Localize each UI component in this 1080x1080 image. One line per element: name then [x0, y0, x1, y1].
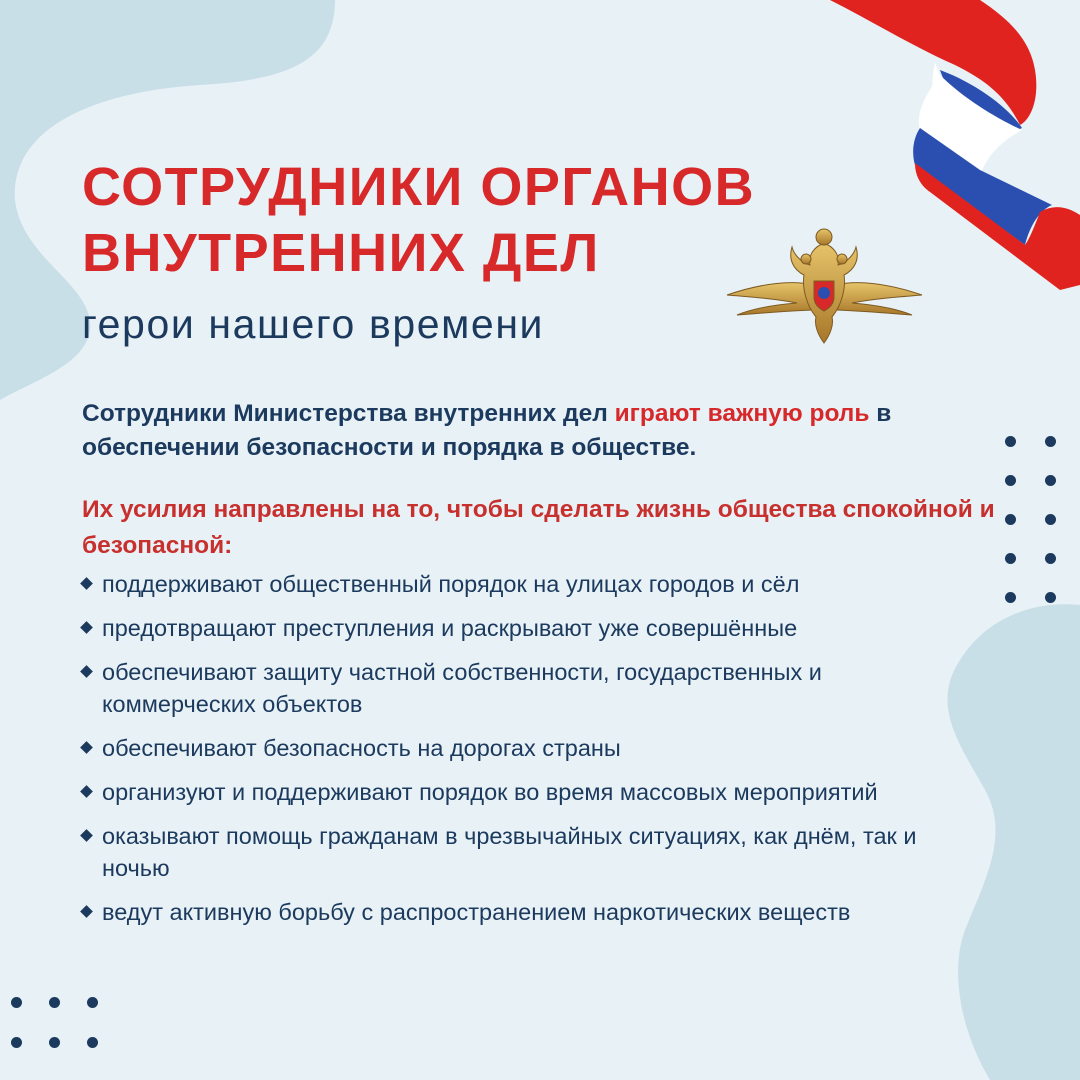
page-title: [82, 154, 755, 286]
intro-text-after: в обеспечении безопасности и порядка в обществе.: [82, 400, 892, 461]
dot: [1045, 553, 1056, 564]
title-line-2: ВНУТРЕННИХ ДЕЛ: [82, 223, 600, 283]
intro-text-before: Сотрудники Министерства внутренних дел: [82, 400, 615, 427]
list-item: [82, 612, 1022, 644]
intro-highlight: играют важную роль: [614, 400, 870, 427]
list-item-text: организуют и поддерживают порядок во время массовых мероприятий: [102, 779, 878, 805]
list-item-text: ведут активную борьбу с распространением наркотических веществ: [102, 899, 851, 925]
list-item: [82, 820, 922, 884]
lead-paragraph: Их усилия направлены на то, чтобы сделать жизнь общества спокойной и безопасной:: [82, 496, 995, 559]
dot: [1045, 514, 1056, 525]
diamond-bullet-icon: [80, 577, 93, 590]
list-item-text: поддерживают общественный порядок на улицах городов и сёл: [102, 571, 800, 597]
emblem-left-head: [801, 254, 811, 264]
list-item: [82, 896, 1022, 928]
list-item-text: обеспечивают безопасность на дорогах страны: [102, 735, 621, 761]
list-item-text: обеспечивают защиту частной собственности, государственных и коммерческих объектов: [102, 659, 822, 717]
diamond-bullet-icon: [80, 741, 93, 754]
diamond-bullet-icon: [80, 785, 93, 798]
emblem-right-wing: [835, 283, 922, 315]
dot: [1045, 475, 1056, 486]
emblem-crown: [816, 229, 832, 245]
list-item-text: оказывают помощь гражданам в чрезвычайных ситуациях, как днём, так и ночью: [102, 823, 917, 881]
list-item: [82, 776, 892, 808]
intro-paragraph: [82, 397, 1022, 465]
diamond-bullet-icon: [80, 905, 93, 918]
dot: [11, 1037, 22, 1048]
page-subtitle: герои нашего времени: [82, 301, 545, 347]
dot: [1005, 475, 1016, 486]
emblem-left-wing: [727, 283, 814, 315]
title-line-1: СОТРУДНИКИ ОРГАНОВ: [82, 157, 756, 217]
emblem-globe: [818, 287, 830, 299]
diamond-bullet-icon: [80, 665, 93, 678]
dot: [87, 1037, 98, 1048]
list-item: [82, 656, 962, 720]
list-item: [82, 568, 1022, 600]
diamond-bullet-icon: [80, 621, 93, 634]
emblem-right-head: [837, 254, 847, 264]
duties-list: [82, 568, 1022, 940]
dot: [49, 1037, 60, 1048]
list-item: [82, 732, 1022, 764]
dot: [49, 997, 60, 1008]
dot: [1045, 436, 1056, 447]
dot: [87, 997, 98, 1008]
dot: [1045, 592, 1056, 603]
diamond-bullet-icon: [80, 829, 93, 842]
dot: [11, 997, 22, 1008]
list-item-text: предотвращают преступления и раскрывают уже совершённые: [102, 615, 798, 641]
